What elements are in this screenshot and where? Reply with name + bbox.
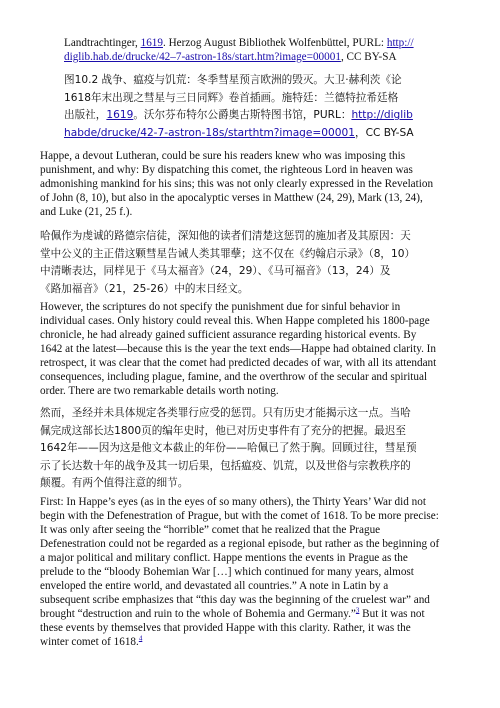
paragraph-chinese-2: [40, 405, 462, 493]
text-line: retrospect, it was clear that the comet had predicted decades of war, with all its attendant: [40, 357, 437, 369]
caption-text: 。沃尔芬布特尔公爵奥古斯特图书馆，PURL：: [133, 109, 352, 121]
text-line: a major political and military conflict. Happe mentions the events in Prague as the: [40, 552, 408, 564]
caption-text: . Herzog August Bibliothek Wolfenbüttel, PURL:: [162, 37, 387, 49]
paragraph-english-1: [40, 149, 462, 219]
text-line: 《路加福音》（21，25-26）中的末日经文。: [40, 282, 249, 295]
caption-zh-line: [64, 107, 464, 125]
text-line: Defenestration could not be regarded as a regional episode, but rather as the beginning of: [40, 538, 440, 550]
caption-line: [64, 50, 464, 64]
caption-text: ，CC BY-SA: [355, 126, 414, 139]
caption-zh-line: 1618年末出现之彗星与三日同辉》卷首插画。施特廷：兰德特拉希廷格: [64, 91, 399, 104]
text-line: 1642年——因为这是他文本截止的年份——哈佩已了然于胸。回顾过往，彗星预: [40, 442, 417, 454]
text-line: individual cases. Only history could reveal this. When Happe completed his 1800-page: [40, 315, 430, 327]
figure-caption-chinese: [64, 72, 464, 142]
footnote-link-4[interactable]: 4: [138, 634, 143, 643]
text-segment: winter comet of 1618.: [40, 636, 139, 648]
footnote-link-3[interactable]: 3: [355, 606, 360, 615]
url-link[interactable]: diglib.hab.de/drucke/42–7-astron-18s/start.htm?image=00001: [64, 51, 341, 63]
text-line: punishment, and why: By dispatching this comet, the righteous Lord in heaven was: [40, 164, 413, 176]
text-line: these events by themselves that provided Happe with this clarity. Rather, it was the: [40, 622, 411, 634]
caption-text: 出版社，: [64, 109, 107, 121]
caption-text: , CC BY-SA: [340, 51, 397, 63]
caption-zh-line: 图10.2 战争、瘟疫与饥荒：冬季彗星预言欧洲的毁灭。大卫·赫利茨《论: [64, 74, 402, 86]
text-line: Happe, a devout Lutheran, could be sure his readers knew who was imposing this: [40, 150, 406, 162]
caption-zh-line: [64, 125, 464, 143]
paragraph-english-3: [40, 495, 462, 649]
text-line: prelude to the “bloody Bohemian War […] which continued for many years, almost: [40, 566, 414, 578]
text-line: However, the scriptures do not specify the punishment due for sinful behavior in: [40, 301, 401, 313]
text-line: admonishing mankind for his sins; this was not only clearly expressed in the Revelation: [40, 178, 434, 190]
text-line: order. There are two remarkable details worth noting.: [40, 385, 279, 397]
page-link[interactable]: 1619: [106, 109, 134, 121]
url-link[interactable]: http://diglib: [351, 109, 413, 121]
text-line: 然而，圣经并未具体规定各类罪行应受的惩罚。只有历史才能揭示这一点。当哈: [40, 407, 411, 419]
url-link[interactable]: http://: [386, 37, 414, 49]
paragraph-english-2: [40, 300, 462, 398]
text-line: subsequent scribe emphasizes that “this day was the beginning of the cruelest war” and: [40, 594, 430, 606]
figure-caption-english: [64, 36, 464, 64]
text-line: begin with the Defenestration of Prague, but with the comet of 1618. To be more precise:: [40, 510, 439, 522]
text-line: and Luke (21, 25 f.).: [40, 206, 133, 218]
text-line: consequences, including plague, famine, and the overthrow of the secular and spiritual: [40, 371, 428, 383]
text-line: It was only after seeing the “horrible” comet that he realized that the Prague: [40, 524, 381, 536]
text-line: chronicle, he had already gained sufficient assurance regarding historical events. By: [40, 329, 417, 341]
caption-line: [64, 36, 464, 50]
text-line: 中清晰表达，同样见于《马太福音》（24，29）、《马可福音》（13，24）及: [40, 265, 391, 277]
text-line: 佩完成这部长达1800页的编年史时，他已对历史事件有了充分的把握。最迟至: [40, 424, 406, 437]
text-line: enveloped the entire world, and devastated all countries.” A note in Latin by a: [40, 580, 389, 592]
url-link[interactable]: habde/drucke/42-7-astron-18s/starthtm?image=00001: [64, 126, 356, 139]
caption-text: Landtrachtinger,: [64, 37, 141, 49]
text-line: 1642 at the latest—because this is the year the text ends—Happe had obtained clarity. In: [40, 343, 436, 355]
text-line: First: In Happe’s eyes (as in the eyes of so many others), the Thirty Years’ War did not: [40, 496, 426, 508]
text-line: [40, 635, 462, 649]
text-line: 哈佩作为虔诚的路德宗信徒，深知他的读者们清楚这惩罚的施加者及其原因：天: [40, 230, 411, 242]
text-line: [40, 607, 462, 621]
text-line: 颠覆。有两个值得注意的细节。: [40, 477, 189, 489]
text-line: 示了长达数十年的战争及其一切后果，包括瘟疫、饥荒，以及世俗与宗教秩序的: [40, 459, 411, 472]
text-segment: brought “destruction and ruin to the whole of Bohemia and Germany.”: [40, 608, 356, 620]
page-link[interactable]: 1619: [140, 37, 163, 49]
text-line: of John (8, 10), but also in the apocalyptic verses in Matthew (24, 29), Mark (13, 24),: [40, 192, 423, 204]
text-line: 堂中公义的主正借这颗彗星告诫人类其罪孽；这不仅在《约翰启示录》（8，10）: [40, 247, 416, 260]
paragraph-chinese-1: [40, 228, 462, 298]
text-segment: But it was not: [359, 608, 425, 620]
